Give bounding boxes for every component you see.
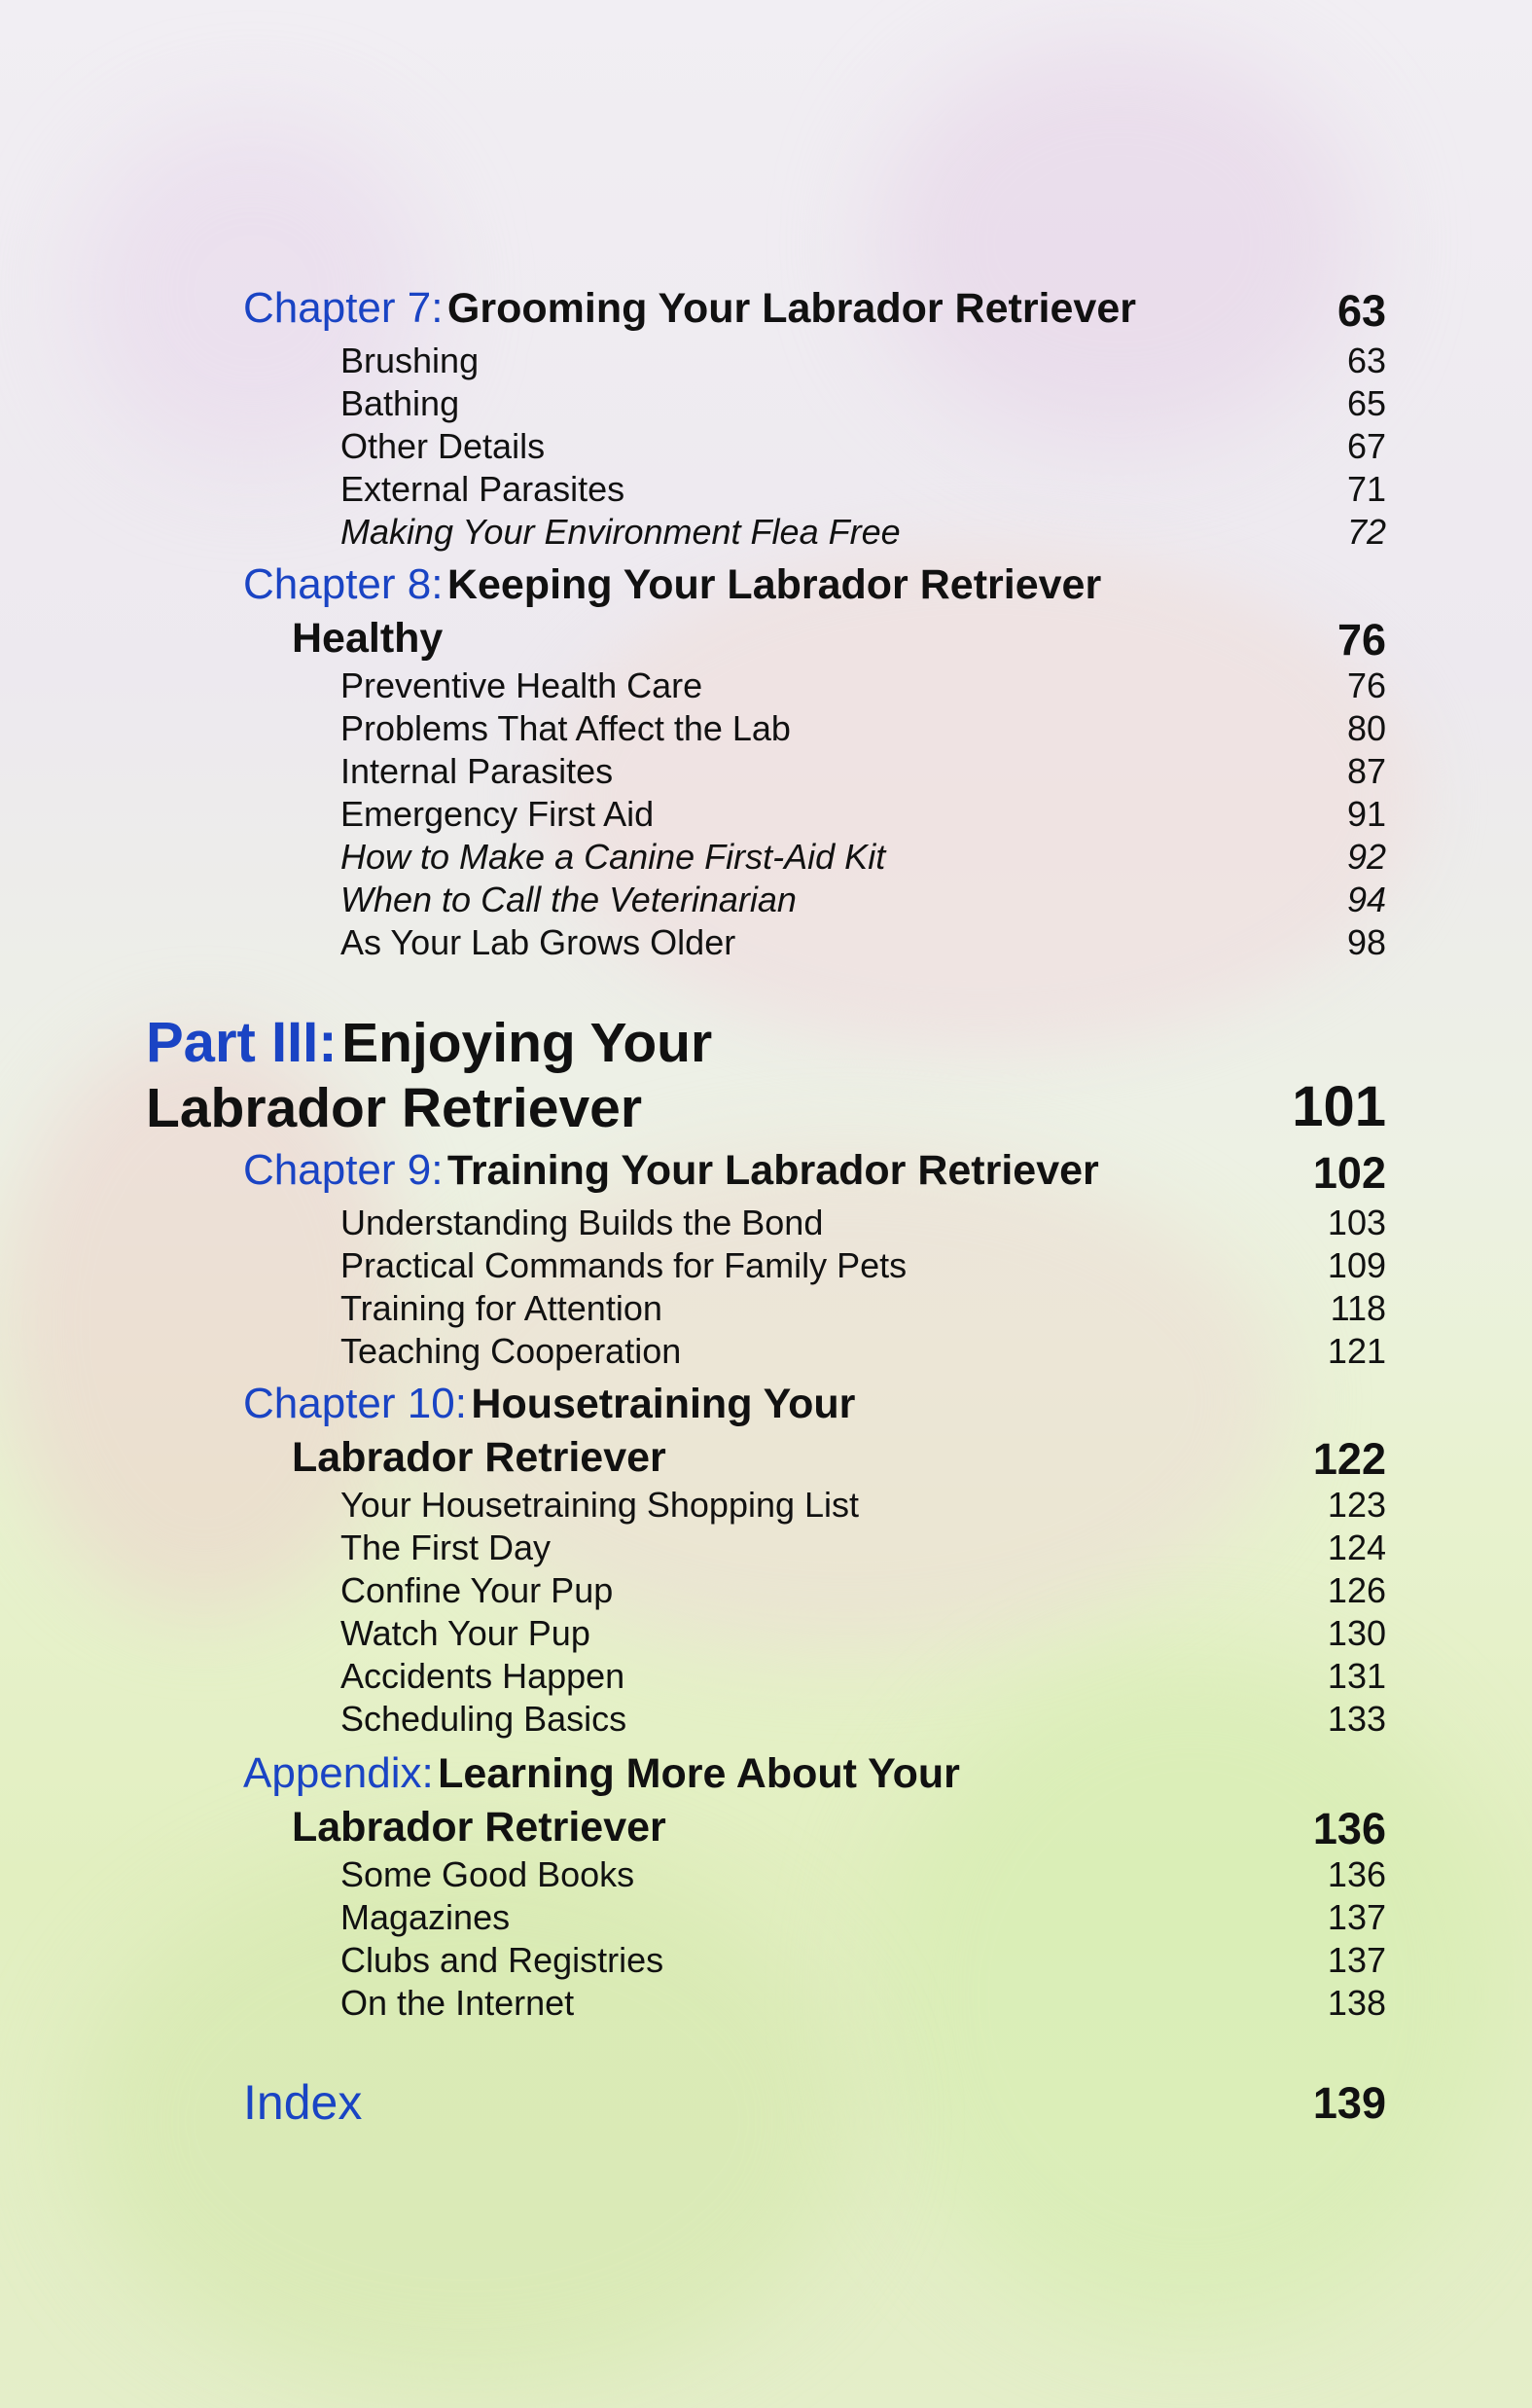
part-3-heading[interactable] [146, 1010, 712, 1075]
section-page-number: 72 [1346, 512, 1386, 552]
section-page-number: 109 [1327, 1245, 1386, 1285]
part-page-number: 101 [1292, 1075, 1386, 1138]
section-page-number: 121 [1327, 1331, 1386, 1371]
section-title[interactable]: The First Day [340, 1527, 552, 1567]
section-title[interactable]: Making Your Environment Flea Free [340, 512, 901, 552]
section-page-number: 118 [1330, 1288, 1386, 1328]
section-title[interactable]: Problems That Affect the Lab [340, 708, 791, 748]
section-page-number: 65 [1346, 383, 1386, 423]
section-title[interactable]: Confine Your Pup [340, 1570, 614, 1610]
chapter-10-heading[interactable] [243, 1380, 855, 1428]
section-page-number: 63 [1346, 341, 1386, 380]
section-title[interactable]: Teaching Cooperation [340, 1331, 682, 1371]
chapter-page-number: 76 [1336, 615, 1386, 665]
chapter-page-number: 102 [1312, 1148, 1386, 1198]
section-page-number: 67 [1346, 426, 1386, 466]
section-page-number: 87 [1346, 751, 1386, 791]
section-page-number: 103 [1327, 1203, 1386, 1242]
section-title[interactable]: Understanding Builds the Bond [340, 1203, 824, 1242]
section-title[interactable]: How to Make a Canine First-Aid Kit [340, 837, 886, 877]
section-page-number: 126 [1327, 1570, 1386, 1610]
appendix-title: Learning More About Your [438, 1750, 960, 1797]
appendix-page-number: 136 [1312, 1804, 1386, 1853]
section-page-number: 137 [1327, 1940, 1386, 1980]
chapter-page-number: 122 [1312, 1434, 1386, 1484]
section-title[interactable]: As Your Lab Grows Older [340, 922, 736, 962]
section-page-number: 124 [1327, 1527, 1386, 1567]
section-title[interactable]: On the Internet [340, 1983, 575, 2023]
section-page-number: 136 [1327, 1854, 1386, 1894]
section-page-number: 98 [1346, 922, 1386, 962]
chapter-title: Housetraining Your [471, 1381, 856, 1427]
section-title[interactable]: Bathing [340, 383, 460, 423]
index-entry[interactable]: Index [243, 2075, 363, 2130]
section-title[interactable]: Some Good Books [340, 1854, 635, 1894]
chapter-8-heading[interactable] [243, 560, 1101, 609]
section-page-number: 92 [1346, 837, 1386, 877]
chapter-label: Chapter 8: [243, 560, 444, 608]
section-title[interactable]: Brushing [340, 341, 480, 380]
section-page-number: 80 [1346, 708, 1386, 748]
chapter-title-continued[interactable]: Healthy [292, 615, 444, 662]
index-page-number: 139 [1312, 2078, 1386, 2128]
section-title[interactable]: Practical Commands for Family Pets [340, 1245, 908, 1285]
chapter-title-continued[interactable]: Labrador Retriever [292, 1434, 666, 1481]
section-title[interactable]: Other Details [340, 426, 546, 466]
section-title[interactable]: External Parasites [340, 469, 625, 509]
section-page-number: 123 [1327, 1485, 1386, 1525]
chapter-label: Chapter 9: [243, 1146, 444, 1194]
section-title[interactable]: Scheduling Basics [340, 1699, 627, 1739]
section-title[interactable]: Watch Your Pup [340, 1613, 590, 1653]
section-title[interactable]: Your Housetraining Shopping List [340, 1485, 860, 1525]
section-title[interactable]: Emergency First Aid [340, 794, 655, 834]
section-page-number: 130 [1327, 1613, 1386, 1653]
appendix-heading[interactable] [243, 1749, 960, 1798]
section-title[interactable]: Training for Attention [340, 1288, 662, 1328]
chapter-label: Chapter 7: [243, 284, 444, 332]
section-title[interactable]: Internal Parasites [340, 751, 614, 791]
chapter-title: Training Your Labrador Retriever [446, 1147, 1099, 1194]
section-page-number: 137 [1327, 1897, 1386, 1937]
section-page-number: 71 [1346, 469, 1386, 509]
section-page-number: 94 [1346, 880, 1386, 919]
chapter-7-heading[interactable] [243, 284, 1136, 333]
part-title-continued[interactable]: Labrador Retriever [146, 1077, 643, 1139]
chapter-title: Grooming Your Labrador Retriever [446, 285, 1136, 332]
section-title[interactable]: Magazines [340, 1897, 511, 1937]
chapter-label: Chapter 10: [243, 1380, 467, 1427]
section-page-number: 138 [1327, 1983, 1386, 2023]
part-title: Enjoying Your [341, 1012, 713, 1074]
section-page-number: 133 [1327, 1699, 1386, 1739]
appendix-title-continued[interactable]: Labrador Retriever [292, 1804, 666, 1851]
chapter-9-heading[interactable] [243, 1146, 1099, 1195]
section-page-number: 131 [1327, 1656, 1386, 1696]
section-title[interactable]: When to Call the Veterinarian [340, 880, 797, 919]
section-page-number: 76 [1346, 665, 1386, 705]
appendix-label: Appendix: [243, 1749, 434, 1797]
chapter-page-number: 63 [1336, 286, 1386, 336]
section-title[interactable]: Clubs and Registries [340, 1940, 664, 1980]
section-title[interactable]: Preventive Health Care [340, 665, 703, 705]
chapter-title: Keeping Your Labrador Retriever [446, 561, 1102, 608]
section-page-number: 91 [1346, 794, 1386, 834]
section-title[interactable]: Accidents Happen [340, 1656, 625, 1696]
part-label: Part III: [146, 1011, 338, 1074]
